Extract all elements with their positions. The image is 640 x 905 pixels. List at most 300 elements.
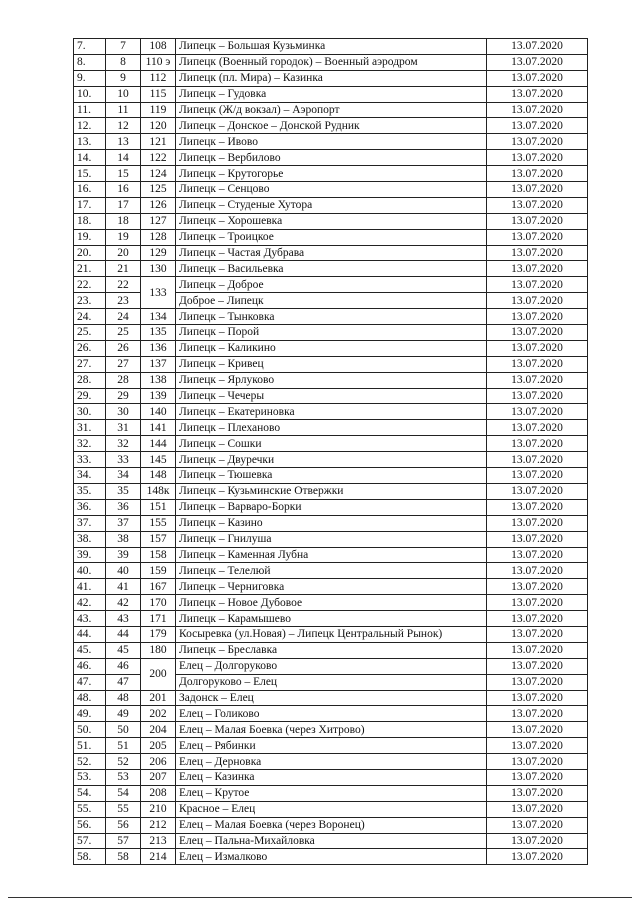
route-number-cell: 158 (141, 547, 176, 563)
route-number-cell: 115 (141, 86, 176, 102)
row-number-cell: 41 (106, 579, 141, 595)
route-name-cell: Липецк – Вербилово (176, 150, 487, 166)
route-number-cell: 121 (141, 134, 176, 150)
route-number-cell: 213 (141, 833, 176, 849)
route-number-cell: 201 (141, 690, 176, 706)
date-cell: 13.07.2020 (487, 531, 588, 547)
route-number-cell: 208 (141, 785, 176, 801)
row-number-cell: 17 (106, 197, 141, 213)
date-cell: 13.07.2020 (487, 769, 588, 785)
route-number-cell: 167 (141, 579, 176, 595)
route-number-cell: 133 (141, 277, 176, 309)
row-index-cell: 48. (74, 690, 106, 706)
row-number-cell: 24 (106, 309, 141, 325)
route-name-cell: Липецк – Чечеры (176, 388, 487, 404)
route-number-cell: 207 (141, 769, 176, 785)
route-name-cell: Липецк – Донское – Донской Рудник (176, 118, 487, 134)
row-index-cell: 35. (74, 483, 106, 499)
row-number-cell: 39 (106, 547, 141, 563)
route-name-cell: Липецк – Черниговка (176, 579, 487, 595)
row-index-cell: 26. (74, 340, 106, 356)
date-cell: 13.07.2020 (487, 54, 588, 70)
table-row (74, 595, 588, 611)
row-number-cell: 29 (106, 388, 141, 404)
table-row (74, 388, 588, 404)
table-row (74, 436, 588, 452)
route-name-cell: Елец – Казинка (176, 769, 487, 785)
table-row (74, 372, 588, 388)
row-number-cell: 56 (106, 817, 141, 833)
row-number-cell: 19 (106, 229, 141, 245)
row-index-cell: 36. (74, 499, 106, 515)
row-number-cell: 48 (106, 690, 141, 706)
route-name-cell: Липецк (Ж/д вокзал) – Аэропорт (176, 102, 487, 118)
row-number-cell: 49 (106, 706, 141, 722)
date-cell: 13.07.2020 (487, 658, 588, 674)
row-index-cell: 31. (74, 420, 106, 436)
table-row (74, 197, 588, 213)
route-name-cell: Липецк – Тынковка (176, 309, 487, 325)
row-index-cell: 13. (74, 134, 106, 150)
date-cell: 13.07.2020 (487, 452, 588, 468)
date-cell: 13.07.2020 (487, 674, 588, 690)
table-row (74, 785, 588, 801)
route-number-cell: 159 (141, 563, 176, 579)
date-cell: 13.07.2020 (487, 849, 588, 865)
date-cell: 13.07.2020 (487, 817, 588, 833)
route-number-cell: 180 (141, 642, 176, 658)
route-number-cell: 179 (141, 626, 176, 642)
row-index-cell: 18. (74, 213, 106, 229)
date-cell: 13.07.2020 (487, 261, 588, 277)
date-cell: 13.07.2020 (487, 436, 588, 452)
route-name-cell: Елец – Малая Боевка (через Хитрово) (176, 722, 487, 738)
route-name-cell: Красное – Елец (176, 801, 487, 817)
date-cell: 13.07.2020 (487, 690, 588, 706)
route-name-cell: Липецк (Военный городок) – Военный аэродром (176, 54, 487, 70)
row-index-cell: 27. (74, 356, 106, 372)
row-number-cell: 23 (106, 293, 141, 309)
row-index-cell: 16. (74, 182, 106, 198)
route-name-cell: Липецк – Гудовка (176, 86, 487, 102)
table-row (74, 340, 588, 356)
row-index-cell: 11. (74, 102, 106, 118)
route-number-cell: 138 (141, 372, 176, 388)
route-number-cell: 205 (141, 738, 176, 754)
row-number-cell: 51 (106, 738, 141, 754)
row-number-cell: 13 (106, 134, 141, 150)
route-number-cell: 171 (141, 611, 176, 627)
table-row (74, 166, 588, 182)
date-cell: 13.07.2020 (487, 801, 588, 817)
route-name-cell: Липецк – Бреславка (176, 642, 487, 658)
row-index-cell: 12. (74, 118, 106, 134)
route-number-cell: 144 (141, 436, 176, 452)
route-number-cell: 124 (141, 166, 176, 182)
route-name-cell: Липецк – Каменная Лубна (176, 547, 487, 563)
table-row (74, 261, 588, 277)
table-row (74, 642, 588, 658)
row-index-cell: 23. (74, 293, 106, 309)
route-number-cell: 120 (141, 118, 176, 134)
table-row (74, 134, 588, 150)
route-name-cell: Липецк – Варваро-Борки (176, 499, 487, 515)
route-name-cell: Липецк – Частая Дубрава (176, 245, 487, 261)
route-number-cell: 148 (141, 468, 176, 484)
routes-table (73, 38, 588, 865)
route-name-cell: Елец – Долгоруково (176, 658, 487, 674)
date-cell: 13.07.2020 (487, 309, 588, 325)
row-number-cell: 9 (106, 70, 141, 86)
table-row (74, 754, 588, 770)
table-row (74, 150, 588, 166)
route-name-cell: Липецк – Карамышево (176, 611, 487, 627)
route-name-cell: Липецк – Крутогорье (176, 166, 487, 182)
row-index-cell: 41. (74, 579, 106, 595)
route-name-cell: Липецк – Сошки (176, 436, 487, 452)
date-cell: 13.07.2020 (487, 642, 588, 658)
table-row (74, 86, 588, 102)
route-number-cell: 141 (141, 420, 176, 436)
route-name-cell: Доброе – Липецк (176, 293, 487, 309)
route-name-cell: Липецк – Гнилуша (176, 531, 487, 547)
row-number-cell: 42 (106, 595, 141, 611)
date-cell: 13.07.2020 (487, 563, 588, 579)
row-index-cell: 49. (74, 706, 106, 722)
table-row (74, 515, 588, 531)
route-number-cell: 129 (141, 245, 176, 261)
date-cell: 13.07.2020 (487, 340, 588, 356)
route-name-cell: Елец – Крутое (176, 785, 487, 801)
row-index-cell: 43. (74, 611, 106, 627)
date-cell: 13.07.2020 (487, 468, 588, 484)
route-name-cell: Липецк – Тюшевка (176, 468, 487, 484)
route-name-cell: Липецк (пл. Мира) – Казинка (176, 70, 487, 86)
date-cell: 13.07.2020 (487, 166, 588, 182)
date-cell: 13.07.2020 (487, 245, 588, 261)
table-row (74, 229, 588, 245)
date-cell: 13.07.2020 (487, 547, 588, 563)
date-cell: 13.07.2020 (487, 738, 588, 754)
table-row (74, 54, 588, 70)
date-cell: 13.07.2020 (487, 86, 588, 102)
row-number-cell: 12 (106, 118, 141, 134)
table-row (74, 801, 588, 817)
date-cell: 13.07.2020 (487, 499, 588, 515)
row-number-cell: 20 (106, 245, 141, 261)
date-cell: 13.07.2020 (487, 150, 588, 166)
row-number-cell: 33 (106, 452, 141, 468)
route-number-cell: 200 (141, 658, 176, 690)
table-row (74, 420, 588, 436)
route-number-cell: 204 (141, 722, 176, 738)
row-index-cell: 33. (74, 452, 106, 468)
route-number-cell: 137 (141, 356, 176, 372)
table-row (74, 452, 588, 468)
date-cell: 13.07.2020 (487, 118, 588, 134)
row-index-cell: 7. (74, 39, 106, 55)
route-number-cell: 157 (141, 531, 176, 547)
row-index-cell: 44. (74, 626, 106, 642)
date-cell: 13.07.2020 (487, 595, 588, 611)
row-number-cell: 45 (106, 642, 141, 658)
row-number-cell: 11 (106, 102, 141, 118)
row-index-cell: 14. (74, 150, 106, 166)
route-number-cell: 122 (141, 150, 176, 166)
table-row (74, 690, 588, 706)
date-cell: 13.07.2020 (487, 785, 588, 801)
route-number-cell: 126 (141, 197, 176, 213)
row-index-cell: 53. (74, 769, 106, 785)
row-number-cell: 32 (106, 436, 141, 452)
route-name-cell: Липецк – Ивово (176, 134, 487, 150)
row-number-cell: 43 (106, 611, 141, 627)
row-number-cell: 25 (106, 325, 141, 341)
date-cell: 13.07.2020 (487, 182, 588, 198)
route-number-cell: 151 (141, 499, 176, 515)
routes-table-body (74, 39, 588, 865)
route-name-cell: Липецк – Порой (176, 325, 487, 341)
table-row (74, 483, 588, 499)
table-row (74, 547, 588, 563)
route-name-cell: Липецк – Студеные Хутора (176, 197, 487, 213)
row-index-cell: 51. (74, 738, 106, 754)
table-row (74, 611, 588, 627)
route-number-cell: 170 (141, 595, 176, 611)
row-number-cell: 57 (106, 833, 141, 849)
date-cell: 13.07.2020 (487, 754, 588, 770)
row-number-cell: 52 (106, 754, 141, 770)
route-name-cell: Елец – Дерновка (176, 754, 487, 770)
row-number-cell: 54 (106, 785, 141, 801)
table-row (74, 531, 588, 547)
route-name-cell: Липецк – Ярлуково (176, 372, 487, 388)
route-name-cell: Липецк – Каликино (176, 340, 487, 356)
row-number-cell: 36 (106, 499, 141, 515)
date-cell: 13.07.2020 (487, 277, 588, 293)
table-row (74, 118, 588, 134)
route-name-cell: Елец – Измалково (176, 849, 487, 865)
row-index-cell: 50. (74, 722, 106, 738)
route-number-cell: 148к (141, 483, 176, 499)
row-number-cell: 21 (106, 261, 141, 277)
row-index-cell: 38. (74, 531, 106, 547)
date-cell: 13.07.2020 (487, 325, 588, 341)
route-name-cell: Липецк – Новое Дубовое (176, 595, 487, 611)
row-index-cell: 40. (74, 563, 106, 579)
table-row (74, 769, 588, 785)
row-index-cell: 25. (74, 325, 106, 341)
route-number-cell: 210 (141, 801, 176, 817)
date-cell: 13.07.2020 (487, 611, 588, 627)
date-cell: 13.07.2020 (487, 579, 588, 595)
route-name-cell: Долгоруково – Елец (176, 674, 487, 690)
route-name-cell: Елец – Рябинки (176, 738, 487, 754)
table-row (74, 277, 588, 293)
table-row (74, 468, 588, 484)
table-row (74, 404, 588, 420)
row-index-cell: 22. (74, 277, 106, 293)
route-name-cell: Липецк – Плеханово (176, 420, 487, 436)
row-index-cell: 56. (74, 817, 106, 833)
route-number-cell: 214 (141, 849, 176, 865)
row-index-cell: 46. (74, 658, 106, 674)
route-number-cell: 128 (141, 229, 176, 245)
row-index-cell: 21. (74, 261, 106, 277)
table-row (74, 325, 588, 341)
date-cell: 13.07.2020 (487, 833, 588, 849)
route-number-cell: 212 (141, 817, 176, 833)
route-name-cell: Елец – Пальна-Михайловка (176, 833, 487, 849)
route-name-cell: Косыревка (ул.Новая) – Липецк Центральный Рынок) (176, 626, 487, 642)
route-number-cell: 112 (141, 70, 176, 86)
row-index-cell: 30. (74, 404, 106, 420)
table-row (74, 833, 588, 849)
row-number-cell: 18 (106, 213, 141, 229)
table-row (74, 39, 588, 55)
date-cell: 13.07.2020 (487, 213, 588, 229)
row-number-cell: 46 (106, 658, 141, 674)
row-index-cell: 29. (74, 388, 106, 404)
date-cell: 13.07.2020 (487, 483, 588, 499)
route-number-cell: 119 (141, 102, 176, 118)
row-number-cell: 26 (106, 340, 141, 356)
row-number-cell: 40 (106, 563, 141, 579)
row-index-cell: 52. (74, 754, 106, 770)
row-index-cell: 9. (74, 70, 106, 86)
route-name-cell: Липецк – Большая Кузьминка (176, 39, 487, 55)
route-number-cell: 134 (141, 309, 176, 325)
row-number-cell: 38 (106, 531, 141, 547)
route-name-cell: Липецк – Васильевка (176, 261, 487, 277)
table-row (74, 817, 588, 833)
route-name-cell: Липецк – Хорошевка (176, 213, 487, 229)
row-number-cell: 37 (106, 515, 141, 531)
row-number-cell: 15 (106, 166, 141, 182)
table-row (74, 706, 588, 722)
table-row (74, 356, 588, 372)
row-number-cell: 14 (106, 150, 141, 166)
route-number-cell: 145 (141, 452, 176, 468)
row-index-cell: 57. (74, 833, 106, 849)
date-cell: 13.07.2020 (487, 70, 588, 86)
row-number-cell: 34 (106, 468, 141, 484)
route-name-cell: Задонск – Елец (176, 690, 487, 706)
date-cell: 13.07.2020 (487, 372, 588, 388)
row-index-cell: 10. (74, 86, 106, 102)
table-row (74, 245, 588, 261)
route-number-cell: 140 (141, 404, 176, 420)
route-name-cell: Липецк – Кузьминские Отвержки (176, 483, 487, 499)
table-row (74, 563, 588, 579)
route-name-cell: Липецк – Казино (176, 515, 487, 531)
route-number-cell: 202 (141, 706, 176, 722)
table-row (74, 849, 588, 865)
date-cell: 13.07.2020 (487, 102, 588, 118)
route-name-cell: Липецк – Екатериновка (176, 404, 487, 420)
table-row (74, 70, 588, 86)
date-cell: 13.07.2020 (487, 420, 588, 436)
row-index-cell: 54. (74, 785, 106, 801)
route-number-cell: 130 (141, 261, 176, 277)
row-index-cell: 42. (74, 595, 106, 611)
row-number-cell: 35 (106, 483, 141, 499)
table-row (74, 102, 588, 118)
row-index-cell: 28. (74, 372, 106, 388)
table-row (74, 309, 588, 325)
row-number-cell: 31 (106, 420, 141, 436)
route-name-cell: Липецк – Двуречки (176, 452, 487, 468)
route-name-cell: Липецк – Кривец (176, 356, 487, 372)
route-name-cell: Липецк – Сенцово (176, 182, 487, 198)
date-cell: 13.07.2020 (487, 39, 588, 55)
route-number-cell: 110 э (141, 54, 176, 70)
table-row (74, 658, 588, 674)
date-cell: 13.07.2020 (487, 626, 588, 642)
row-index-cell: 39. (74, 547, 106, 563)
date-cell: 13.07.2020 (487, 134, 588, 150)
row-number-cell: 50 (106, 722, 141, 738)
page-bottom-rule (8, 897, 632, 898)
row-number-cell: 47 (106, 674, 141, 690)
row-index-cell: 19. (74, 229, 106, 245)
row-number-cell: 7 (106, 39, 141, 55)
table-row (74, 579, 588, 595)
date-cell: 13.07.2020 (487, 515, 588, 531)
row-number-cell: 8 (106, 54, 141, 70)
row-number-cell: 53 (106, 769, 141, 785)
table-row (74, 499, 588, 515)
table-row (74, 722, 588, 738)
route-name-cell: Липецк – Троицкое (176, 229, 487, 245)
date-cell: 13.07.2020 (487, 404, 588, 420)
row-index-cell: 32. (74, 436, 106, 452)
route-number-cell: 135 (141, 325, 176, 341)
route-number-cell: 108 (141, 39, 176, 55)
row-index-cell: 58. (74, 849, 106, 865)
row-index-cell: 8. (74, 54, 106, 70)
date-cell: 13.07.2020 (487, 293, 588, 309)
row-index-cell: 55. (74, 801, 106, 817)
row-number-cell: 27 (106, 356, 141, 372)
row-number-cell: 22 (106, 277, 141, 293)
route-number-cell: 125 (141, 182, 176, 198)
row-index-cell: 17. (74, 197, 106, 213)
table-row (74, 626, 588, 642)
row-index-cell: 34. (74, 468, 106, 484)
date-cell: 13.07.2020 (487, 722, 588, 738)
row-index-cell: 24. (74, 309, 106, 325)
route-number-cell: 206 (141, 754, 176, 770)
row-index-cell: 37. (74, 515, 106, 531)
row-number-cell: 58 (106, 849, 141, 865)
row-index-cell: 15. (74, 166, 106, 182)
date-cell: 13.07.2020 (487, 706, 588, 722)
row-number-cell: 30 (106, 404, 141, 420)
route-number-cell: 155 (141, 515, 176, 531)
date-cell: 13.07.2020 (487, 356, 588, 372)
table-row (74, 213, 588, 229)
row-index-cell: 47. (74, 674, 106, 690)
row-index-cell: 20. (74, 245, 106, 261)
table-row (74, 738, 588, 754)
row-number-cell: 28 (106, 372, 141, 388)
row-number-cell: 10 (106, 86, 141, 102)
route-name-cell: Елец – Малая Боевка (через Воронец) (176, 817, 487, 833)
table-row (74, 182, 588, 198)
date-cell: 13.07.2020 (487, 229, 588, 245)
route-number-cell: 127 (141, 213, 176, 229)
